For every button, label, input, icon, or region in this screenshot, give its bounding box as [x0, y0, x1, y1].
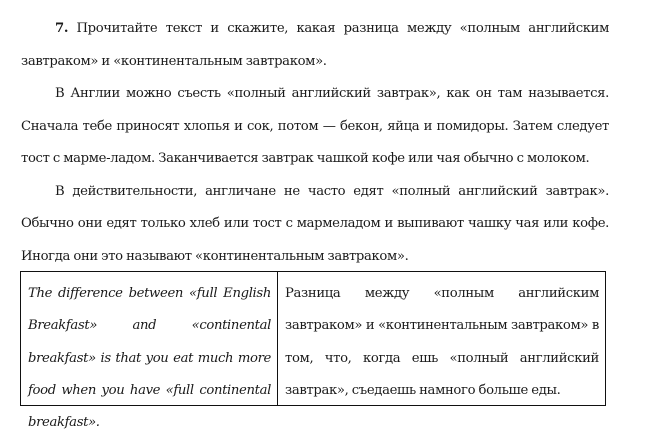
- text-paragraph-1: В Англии можно съесть «полный английский завтрак», как он там называется. Сначала тебе приносят хлопья и сок, потом — бекон, яйца и помидоры. Затем следует тост с марме-ладом. Заканчивается завтрак чашкой кофе или чая обычно с молоком.: [21, 86, 609, 166]
- answer-cell-english: The difference between «full English Breakfast» and «continental breakfast» is that you eat much more food when you have «full continental breakfast».: [21, 272, 278, 405]
- answer-table: [20, 271, 606, 431]
- instruction-text: Прочитайте текст и скажите, какая разница между «полным английским завтраком» и «континентальным завтраком».: [21, 21, 609, 69]
- exercise-instruction: [21, 13, 609, 78]
- exercise-number: 7.: [55, 21, 69, 36]
- answer-cell-russian: Разница между «полным английским завтраком» и «континентальным завтраком» в том, что, когда ешь «полный английский завтрак», съедаешь намного больше еды.: [285, 286, 599, 398]
- text-paragraph-2: В действительности, англичане не часто едят «полный английский завтрак». Обычно они едят только хлеб или тост с мармеладом и выпивают чашку чая или кофе. Иногда они это называют «континентальным завтраком».: [21, 183, 609, 264]
- exercise-page: [21, 13, 609, 273]
